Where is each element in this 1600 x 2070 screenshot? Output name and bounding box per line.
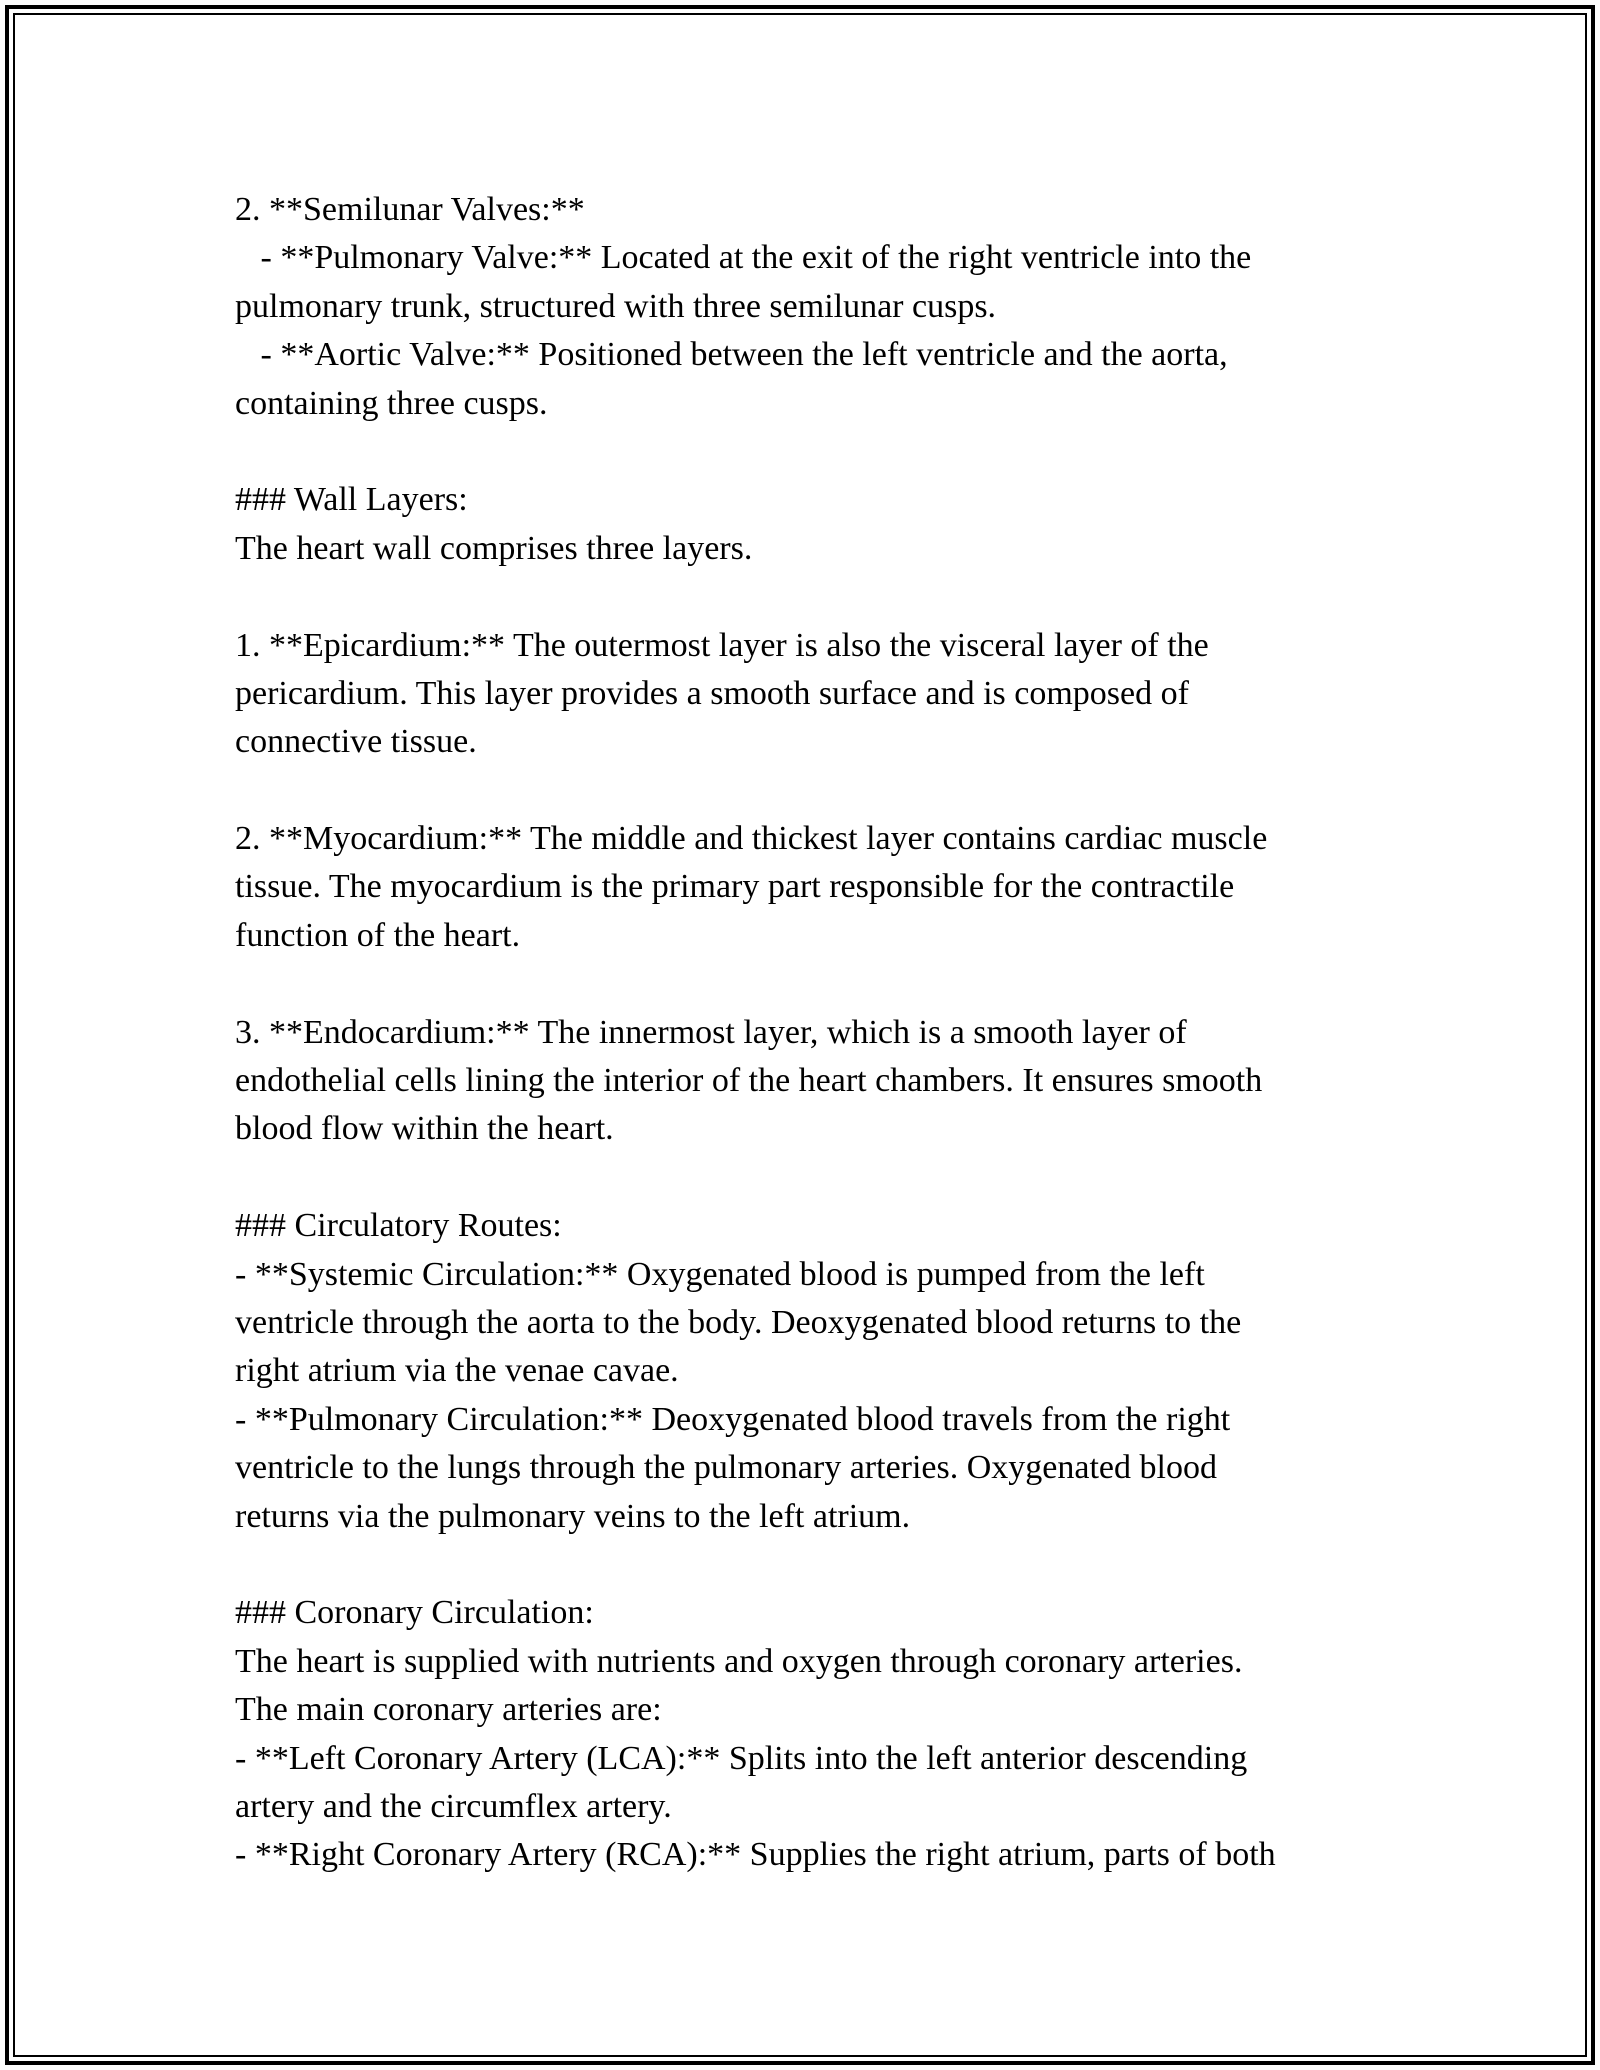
text-line: 2. **Semilunar Valves:** xyxy=(235,191,585,228)
text-line: 2. **Myocardium:** The middle and thickest layer contains cardiac muscle xyxy=(235,820,1268,858)
blank-line xyxy=(235,1154,1375,1202)
section-heading: ### Circulatory Routes: xyxy=(235,1207,562,1245)
text-line: connective tissue. xyxy=(235,723,477,761)
text-line: ventricle to the lungs through the pulmonary arteries. Oxygenated blood xyxy=(235,1449,1217,1487)
text-line: The heart is supplied with nutrients and oxygen through coronary arteries. xyxy=(235,1642,1243,1680)
document-body xyxy=(235,186,1375,1880)
text-line: 3. **Endocardium:** The innermost layer, which is a smooth layer of xyxy=(235,1013,1187,1051)
blank-line xyxy=(235,573,1375,621)
text-line: - **Pulmonary Valve:** Located at the exit of the right ventricle into the xyxy=(235,239,1252,277)
text-line: artery and the circumflex artery. xyxy=(235,1787,672,1825)
blank-line xyxy=(235,960,1375,1008)
text-line: endothelial cells lining the interior of the heart chambers. It ensures smooth xyxy=(235,1062,1263,1100)
text-line: - **Systemic Circulation:** Oxygenated blood is pumped from the left xyxy=(235,1255,1205,1293)
text-line: tissue. The myocardium is the primary part responsible for the contractile xyxy=(235,868,1235,906)
text-line: 1. **Epicardium:** The outermost layer is also the visceral layer of the xyxy=(235,626,1209,664)
text-line: The main coronary arteries are: xyxy=(235,1691,662,1729)
text-line: ventricle through the aorta to the body. Deoxygenated blood returns to the xyxy=(235,1303,1242,1341)
blank-line xyxy=(235,767,1375,815)
blank-line xyxy=(235,428,1375,476)
text-line: - **Right Coronary Artery (RCA):** Supplies the right atrium, parts of both xyxy=(235,1836,1276,1874)
text-line: - **Aortic Valve:** Positioned between the left ventricle and the aorta, xyxy=(235,336,1228,374)
blank-line xyxy=(235,1541,1375,1589)
text-line: blood flow within the heart. xyxy=(235,1110,614,1148)
section-heading: ### Coronary Circulation: xyxy=(235,1594,594,1632)
text-line: function of the heart. xyxy=(235,916,521,954)
text-line: right atrium via the venae cavae. xyxy=(235,1352,679,1390)
text-line: - **Pulmonary Circulation:** Deoxygenated blood travels from the right xyxy=(235,1400,1231,1438)
section-heading: ### Wall Layers: xyxy=(235,481,468,519)
text-line: - **Left Coronary Artery (LCA):** Splits into the left anterior descending xyxy=(235,1739,1248,1777)
text-line: returns via the pulmonary veins to the left atrium. xyxy=(235,1497,911,1535)
text-line: pericardium. This layer provides a smooth surface and is composed of xyxy=(235,674,1189,712)
text-line: The heart wall comprises three layers. xyxy=(235,529,753,567)
text-line: pulmonary trunk, structured with three semilunar cusps. xyxy=(235,287,997,325)
text-line: containing three cusps. xyxy=(235,384,548,422)
